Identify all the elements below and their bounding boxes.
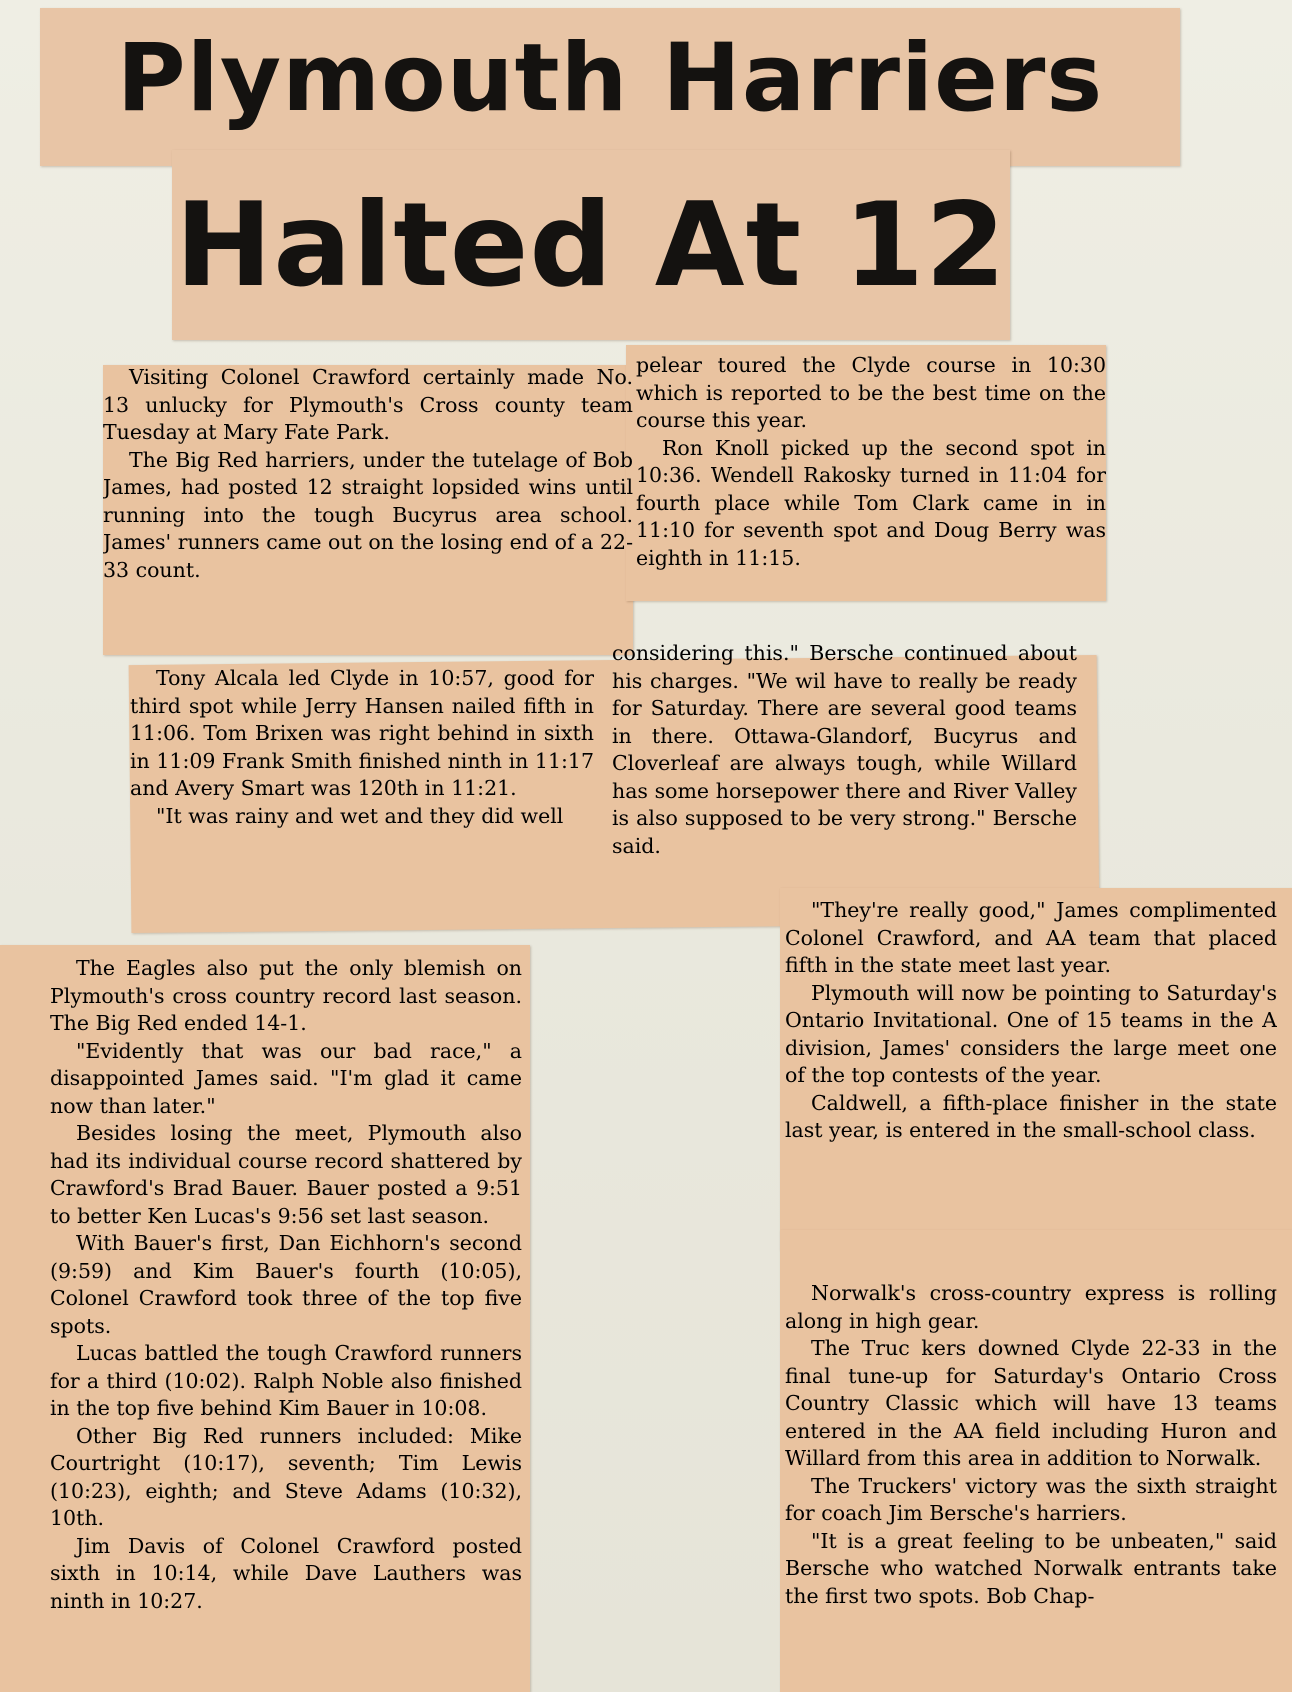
paragraph: Ron Knoll picked up the second spot in 10:36. Wendell Rakosky turned in 11:04 for fourth place while Tom Clark came in in 11:10 for seventh spot and Doug Berry was eighth in 11:15. [636,435,1106,570]
paragraph: Norwalk's cross-country express is rolling along in high gear. [785,1281,1277,1333]
paragraph: "It is a great feeling to be unbeaten," said Bersche who watched Norwalk entrants take the first two spots. Bob Chap- [785,1528,1277,1608]
paragraph: The Truckers' victory was the sixth straight for coach Jim Bersche's harriers. [785,1473,1277,1525]
article-column-3 [130,665,594,925]
article-column-7 [785,1280,1277,1690]
paragraph: The Eagles also put the only blemish on Plymouth's cross country record last season. The Big Red ended 14-1. [50,956,522,1035]
paragraph: With Bauer's first, Dan Eichhorn's second (9:59) and Kim Bauer's fourth (10:05), Colonel Crawford took three of the top five spots. [50,1231,522,1338]
paragraph: considering this." Bersche continued about his charges. "We wil have to really be ready for Saturday. There are several good teams in there. Ottawa-Glandorf, Bucyrus and Cloverleaf are always tough, while Willard has some horsepower there and River Valley is also supposed to be very strong." Bersche said. [612,641,1077,858]
article-column-6 [785,897,1277,1240]
headline-clipping-1 [40,8,1180,166]
paragraph: "Evidently that was our bad race," a disappointed James said. "I'm glad it came now than later." [50,1038,522,1118]
article-column-4 [612,640,1077,905]
paragraph: Jim Davis of Colonel Crawford posted sixth in 10:14, while Dave Lauthers was ninth in 10:27. [50,1533,522,1613]
paragraph: Caldwell, a fifth-place finisher in the state last year, is entered in the small-school class. [785,1090,1277,1142]
article-column-2 [636,352,1106,604]
paragraph: Other Big Red runners included: Mike Courtright (10:17), seventh; Tim Lewis (10:23), eighth; and Steve Adams (10:32), 10th. [50,1423,522,1530]
paragraph: Visiting Colonel Crawford certainly made No. 13 unlucky for Plymouth's Cross county team Tuesday at Mary Fate Park. [103,365,633,444]
article-column-5 [8,955,522,1690]
paragraph: Lucas battled the tough Crawford runners for a third (10:02). Ralph Noble also finished in the top five behind Kim Bauer in 10:08. [50,1341,522,1420]
headline-line-2: Halted At 12 [175,178,1007,313]
paragraph: "They're really good," James complimented Colonel Crawford, and AA team that placed fifth in the state meet last year. [785,898,1277,977]
paragraph: The Truc kers downed Clyde 22-33 in the final tune-up for Saturday's Ontario Cross Country Classic which will have 13 teams entered in the AA field including Huron and Willard from this area in addition to Norwalk. [785,1336,1277,1470]
paragraph: Plymouth will now be pointing to Saturday's Ontario Invitational. One of 15 teams in the A division, James' considers the large meet one of the top contests of the year. [785,980,1277,1087]
article-column-1 [103,364,633,652]
paragraph: Tony Alcala led Clyde in 10:57, good for third spot while Jerry Hansen nailed fifth in 11:06. Tom Brixen was right behind in sixth in 11:09 Frank Smith finished ninth in 11:17 and Avery Smart was 120th in 11:21. [130,666,594,800]
headline-line-1: Plymouth Harriers [116,24,1104,133]
paragraph: pelear toured the Clyde course in 10:30 which is reported to be the best time on the course this year. [636,353,1106,432]
paragraph: Besides losing the meet, Plymouth also had its individual course record shattered by Crawford's Brad Bauer. Bauer posted a 9:51 to better Ken Lucas's 9:56 set last season. [50,1121,522,1228]
paragraph: The Big Red harriers, under the tutelage of Bob James, had posted 12 straight lopsided wins until running into the tough Bucyrus area school. James' runners came out on the losing end of a 22-33 count. [103,447,633,582]
headline-clipping-2 [172,150,1010,340]
paragraph: "It was rainy and wet and they did well [156,803,564,828]
